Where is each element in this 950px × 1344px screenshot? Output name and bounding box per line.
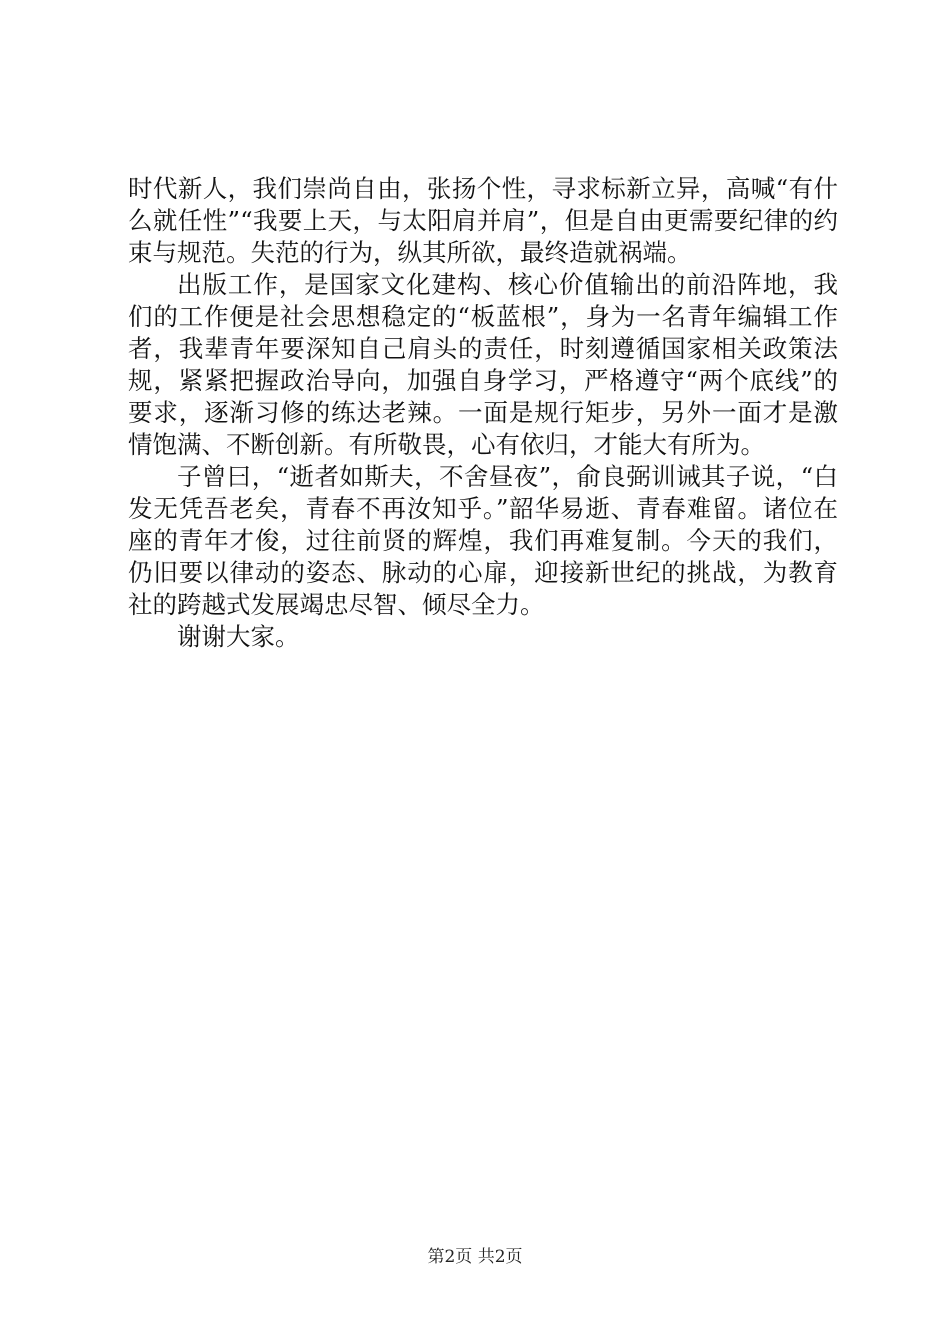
- page-footer: 第2页 共2页: [427, 1247, 523, 1267]
- paragraph-2: 出版工作，是国家文化建构、核心价值输出的前沿阵地，我们的工作便是社会思想稳定的“板蓝根”，身为一名青年编辑工作者，我辈青年要深知自己肩头的责任，时刻遵循国家相关政策法规，紧紧把握政治导向，加强自身学习，严格遵守“两个底线”的要求，逐渐习修的练达老辣。一面是规行矩步，另外一面才是激情饱满、不断创新。有所敬畏，心有依归，才能大有所为。: [128, 270, 838, 459]
- paragraph-3: 子曾曰，“逝者如斯夫，不舍昼夜”，俞良弼训诫其子说，“白发无凭吾老矣，青春不再汝知乎。”韶华易逝、青春难留。诸位在座的青年才俊，过往前贤的辉煌，我们再难复制。今天的我们，仍旧要以律动的姿态、脉动的心扉，迎接新世纪的挑战，为教育社的跨越式发展竭忠尽智、倾尽全力。: [128, 462, 838, 619]
- document-body: [128, 173, 838, 653]
- paragraph-1: 时代新人，我们崇尚自由，张扬个性，寻求标新立异，高喊“有什么就任性”“我要上天，与太阳肩并肩”，但是自由更需要纪律的约束与规范。失范的行为，纵其所欲，最终造就祸端。: [128, 174, 838, 267]
- paragraph-4: 谢谢大家。: [177, 622, 300, 651]
